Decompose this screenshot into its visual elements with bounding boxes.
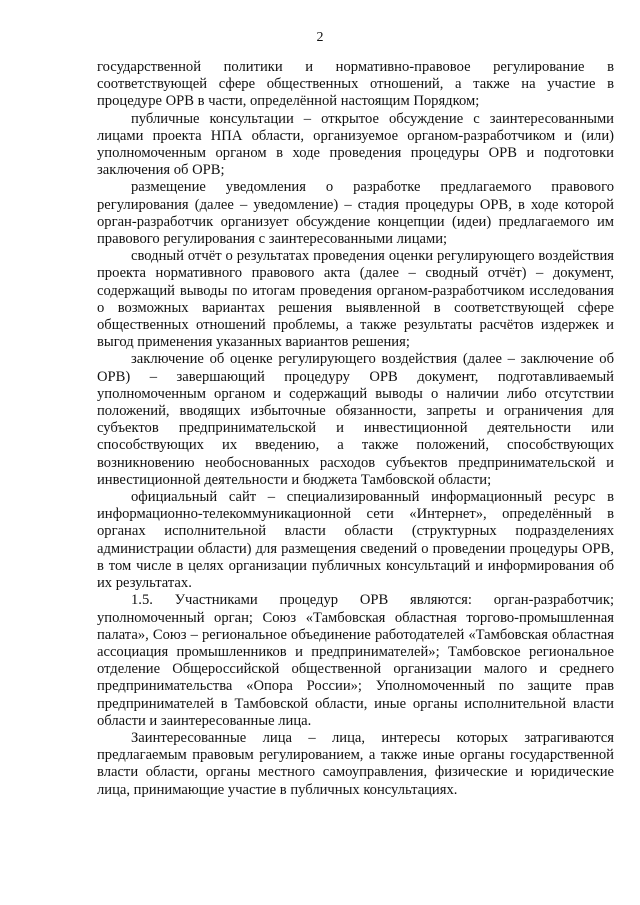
paragraph: публичные консультации – открытое обсуждение с заинтересованными лицами проекта НПА области, организуемое органом-разработчиком и (или) уполномоченным органом в ходе проведения процедуры ОРВ и подготовки заключения об ОРВ; <box>97 110 614 179</box>
page-number: 2 <box>316 30 324 45</box>
paragraph: сводный отчёт о результатах проведения оценки регулирующего воздействия проекта нормативного правового акта (далее – сводный отчёт) – документ, содержащий выводы по итогам проведения органом-разработчиком исследования о возможных вариантах решения выявленной в соответствующей сфере общественных отношений проблемы, а также результаты расчётов издержек и выгод применения указанных вариантов решения; <box>97 248 614 351</box>
paragraph: официальный сайт – специализированный информационный ресурс в информационно-телекоммуникационной сети «Интернет», определённый в органах исполнительной власти области (структурных подразделениях администрации области) для размещения сведений о проведении процедуры ОРВ, в том числе в целях организации публичных консультаций и информирования об их результатах. <box>97 489 614 592</box>
paragraph: Заинтересованные лица – лица, интересы которых затрагиваются предлагаемым правовым регулированием, а также иные органы государственной власти области, органы местного самоуправления, физические и юридические лица, принимающие участие в публичных консультациях. <box>97 729 614 798</box>
paragraph: 1.5. Участниками процедур ОРВ являются: орган-разработчик; уполномоченный орган; Союз «Тамбовская областная торгово-промышленная палата», Союз – региональное объединение работодателей «Тамбовская областная ассоциация промышленников и предпринимателей»; Тамбовское региональное отделение Общероссийской общественной организации малого и среднего предпринимательства «Опора России»; Уполномоченный по защите прав предпринимателей в Тамбовской области, иные органы исполнительной власти области и заинтересованные лица. <box>97 592 614 729</box>
paragraph: заключение об оценке регулирующего воздействия (далее – заключение об ОРВ) – завершающий процедуру ОРВ документ, подготавливаемый уполномоченным органом и содержащий выводы о наличии либо отсутствии положений, вводящих избыточные обязанности, запреты и ограничения для субъектов предпринимательской и инвестиционной деятельности или способствующих их введению, а также положений, способствующих возникновению необоснованных расходов субъектов предпринимательской и инвестиционной деятельности и бюджета Тамбовской области; <box>97 351 614 488</box>
paragraph: размещение уведомления о разработке предлагаемого правового регулирования (далее – уведомление) – стадия процедуры ОРВ, в ходе которой орган-разработчик организует обсуждение концепции (идеи) предлагаемого им правового регулирования с заинтересованными лицами; <box>97 179 614 248</box>
document-body <box>97 59 614 799</box>
paragraph: государственной политики и нормативно-правовое регулирование в соответствующей сфере общественных отношений, а также на участие в процедуре ОРВ в части, определённой настоящим Порядком; <box>97 59 614 110</box>
